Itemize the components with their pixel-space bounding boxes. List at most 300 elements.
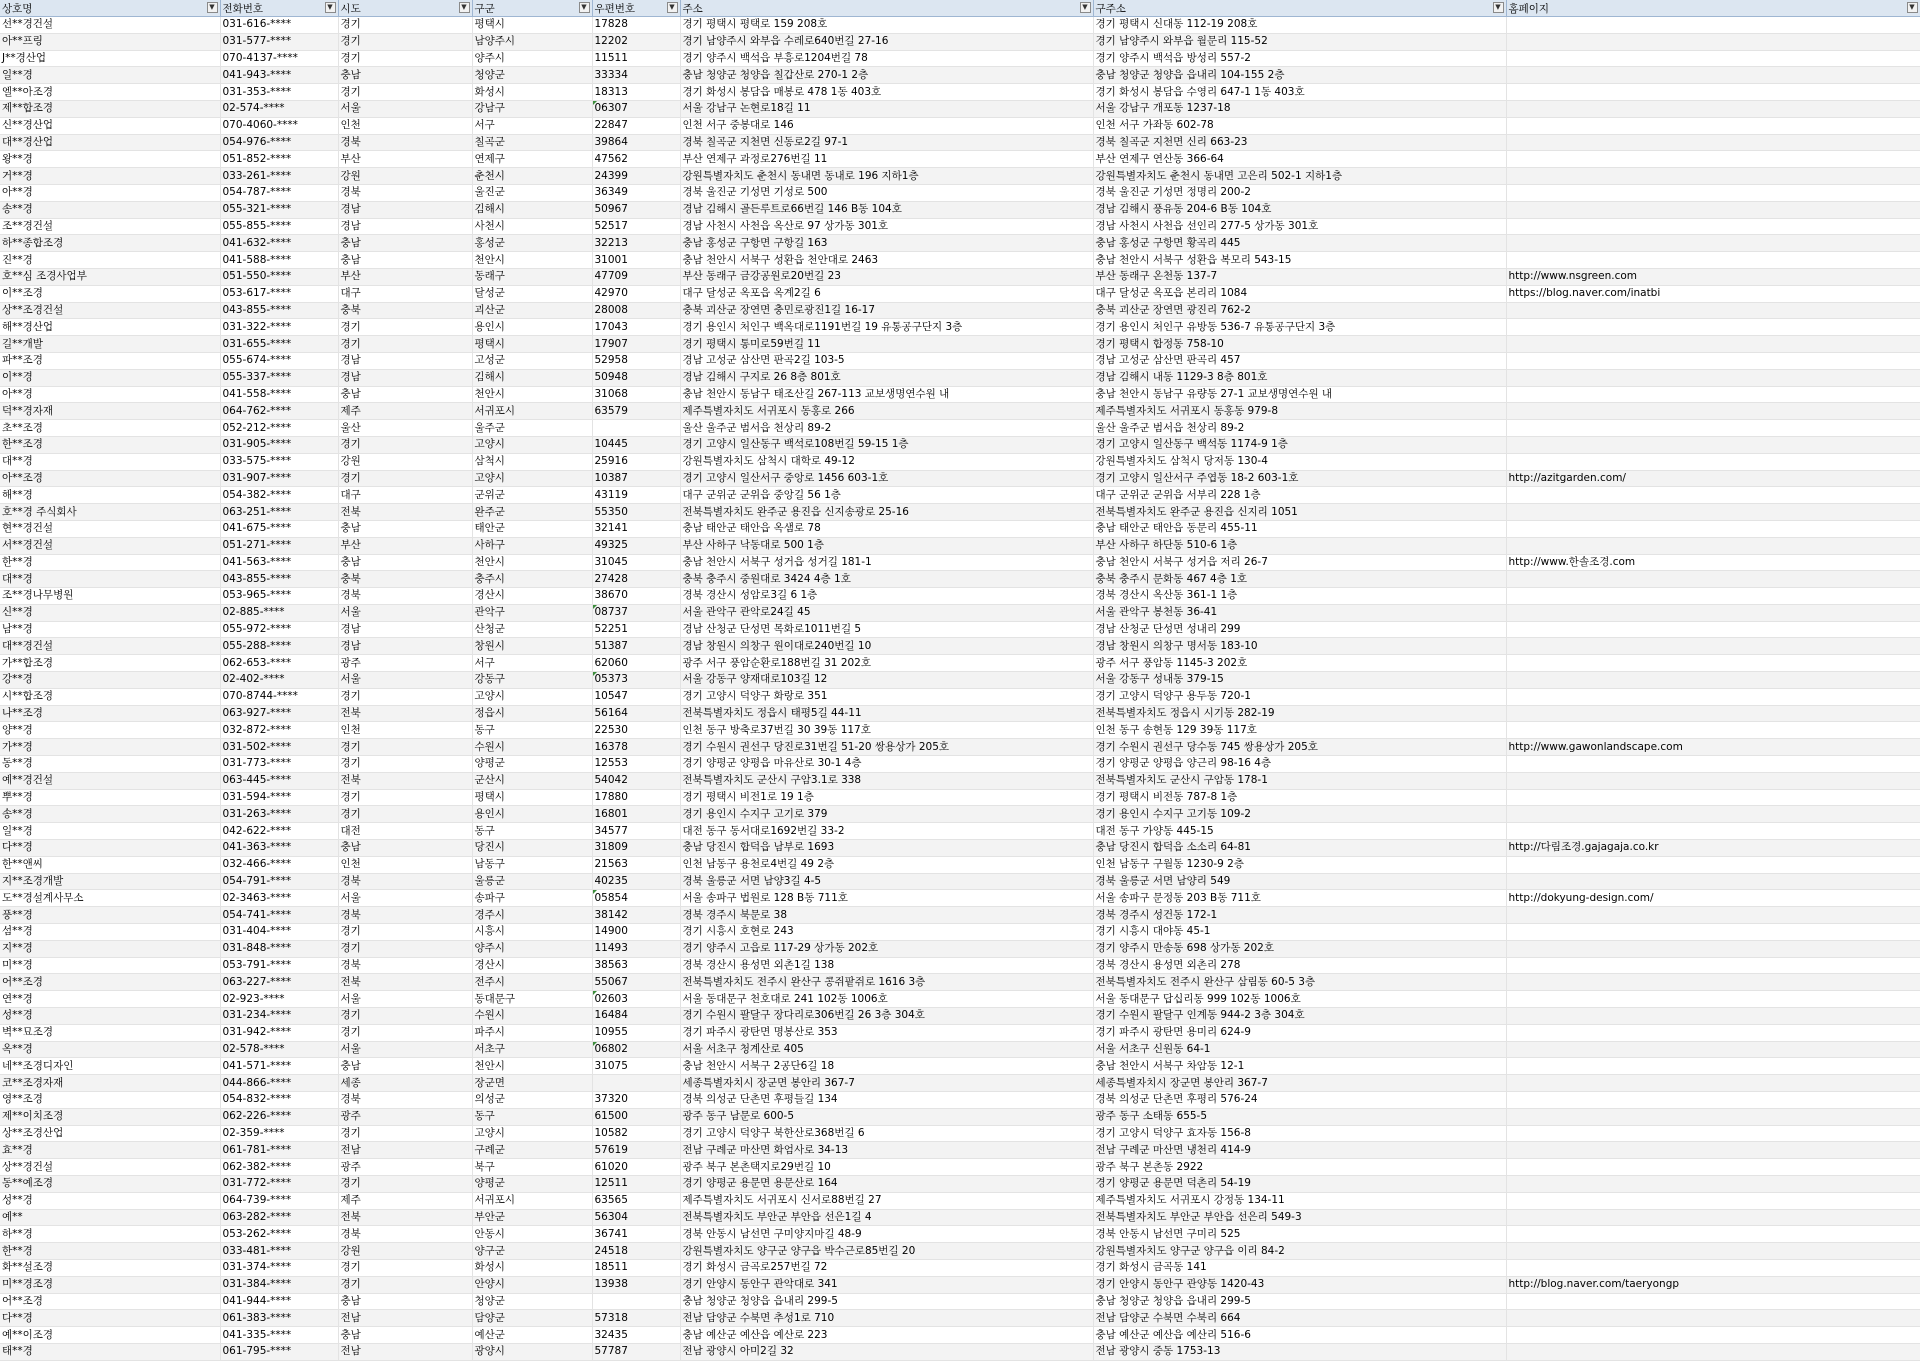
district-cell[interactable]: 동대문구 (472, 991, 592, 1008)
postal-code-cell[interactable]: 32141 (592, 520, 680, 537)
filter-dropdown-icon[interactable]: ▼ (459, 2, 470, 13)
table-row[interactable] (0, 218, 1920, 235)
address-cell[interactable]: 제주특별자치도 서귀포시 동홍로 266 (680, 403, 1093, 420)
postal-code-cell[interactable]: 63579 (592, 403, 680, 420)
homepage-cell[interactable]: http://www.gawonlandscape.com (1506, 739, 1920, 756)
district-cell[interactable]: 천안시 (472, 1058, 592, 1075)
homepage-cell[interactable] (1506, 1310, 1920, 1327)
business-name-cell[interactable]: 거**경 (0, 168, 220, 185)
old-address-cell[interactable]: 경기 평택시 비전동 787-8 1층 (1093, 789, 1506, 806)
district-cell[interactable]: 평택시 (472, 17, 592, 34)
table-row[interactable] (0, 302, 1920, 319)
homepage-cell[interactable] (1506, 504, 1920, 521)
postal-code-cell[interactable]: 31001 (592, 252, 680, 269)
homepage-cell[interactable] (1506, 1024, 1920, 1041)
address-cell[interactable]: 경기 양평군 용문면 용문산로 164 (680, 1175, 1093, 1192)
filter-dropdown-icon[interactable]: ▼ (1907, 2, 1918, 13)
district-cell[interactable]: 담양군 (472, 1310, 592, 1327)
province-cell[interactable]: 인천 (338, 856, 472, 873)
header-cell[interactable] (592, 0, 680, 17)
table-row[interactable] (0, 268, 1920, 285)
business-name-cell[interactable]: 하**종합조경 (0, 235, 220, 252)
old-address-cell[interactable]: 전남 광양시 중동 1753-13 (1093, 1343, 1506, 1360)
postal-code-cell[interactable]: 52517 (592, 218, 680, 235)
postal-code-cell[interactable]: 52958 (592, 352, 680, 369)
phone-cell[interactable]: 054-832-**** (220, 1092, 338, 1109)
old-address-cell[interactable]: 충남 홍성군 구항면 황곡리 445 (1093, 235, 1506, 252)
address-cell[interactable]: 대구 달성군 옥포읍 옥계2길 6 (680, 285, 1093, 302)
province-cell[interactable]: 경기 (338, 1008, 472, 1025)
province-cell[interactable]: 충남 (338, 386, 472, 403)
phone-cell[interactable]: 041-571-**** (220, 1058, 338, 1075)
address-cell[interactable]: 경기 평택시 평택로 159 208호 (680, 17, 1093, 34)
postal-code-cell[interactable]: 32213 (592, 235, 680, 252)
table-row[interactable] (0, 336, 1920, 353)
business-name-cell[interactable]: 파**조경 (0, 352, 220, 369)
phone-cell[interactable]: 062-653-**** (220, 655, 338, 672)
phone-cell[interactable]: 053-617-**** (220, 285, 338, 302)
homepage-cell[interactable] (1506, 907, 1920, 924)
business-name-cell[interactable]: 뿌**경 (0, 789, 220, 806)
homepage-cell[interactable] (1506, 117, 1920, 134)
old-address-cell[interactable]: 울산 울주군 범서읍 천상리 89-2 (1093, 420, 1506, 437)
postal-code-cell[interactable]: 39864 (592, 134, 680, 151)
homepage-cell[interactable] (1506, 1159, 1920, 1176)
business-name-cell[interactable]: 호**경 주식회사 (0, 504, 220, 521)
postal-code-cell[interactable]: 25916 (592, 453, 680, 470)
old-address-cell[interactable]: 경남 고성군 삼산면 판곡리 457 (1093, 352, 1506, 369)
district-cell[interactable]: 달성군 (472, 285, 592, 302)
district-cell[interactable]: 천안시 (472, 386, 592, 403)
phone-cell[interactable]: 031-772-**** (220, 1175, 338, 1192)
homepage-cell[interactable] (1506, 487, 1920, 504)
business-name-cell[interactable]: 예**이조경 (0, 1327, 220, 1344)
business-name-cell[interactable]: 덕**경자재 (0, 403, 220, 420)
table-row[interactable] (0, 840, 1920, 857)
address-cell[interactable]: 충남 예산군 예산읍 예산로 223 (680, 1327, 1093, 1344)
table-row[interactable] (0, 1226, 1920, 1243)
homepage-cell[interactable] (1506, 1075, 1920, 1092)
province-cell[interactable]: 충남 (338, 1058, 472, 1075)
address-cell[interactable]: 강원특별자치도 춘천시 동내면 동내로 196 지하1층 (680, 168, 1093, 185)
district-cell[interactable]: 고성군 (472, 352, 592, 369)
business-name-cell[interactable]: 한**조경 (0, 436, 220, 453)
district-cell[interactable]: 강남구 (472, 100, 592, 117)
address-cell[interactable]: 충남 홍성군 구항면 구항길 163 (680, 235, 1093, 252)
province-cell[interactable]: 전북 (338, 1209, 472, 1226)
district-cell[interactable]: 완주군 (472, 504, 592, 521)
business-name-cell[interactable]: 가**경 (0, 739, 220, 756)
business-name-cell[interactable]: 조**경나무병원 (0, 588, 220, 605)
table-row[interactable] (0, 1041, 1920, 1058)
postal-code-cell[interactable]: 08737 (592, 604, 680, 621)
table-row[interactable] (0, 1343, 1920, 1360)
postal-code-cell[interactable]: 31068 (592, 386, 680, 403)
old-address-cell[interactable]: 경기 양평군 양평읍 양근리 98-16 4층 (1093, 756, 1506, 773)
business-name-cell[interactable]: 벽**묘조경 (0, 1024, 220, 1041)
address-cell[interactable]: 경기 고양시 덕양구 북한산로368번길 6 (680, 1125, 1093, 1142)
district-cell[interactable]: 평택시 (472, 789, 592, 806)
header-cell[interactable] (472, 0, 592, 17)
phone-cell[interactable]: 031-384-**** (220, 1276, 338, 1293)
address-cell[interactable]: 충남 천안시 서북구 성환읍 천안대로 2463 (680, 252, 1093, 269)
province-cell[interactable]: 충남 (338, 1327, 472, 1344)
old-address-cell[interactable]: 경기 남양주시 와부읍 월문리 115-52 (1093, 33, 1506, 50)
table-row[interactable] (0, 184, 1920, 201)
table-row[interactable] (0, 1276, 1920, 1293)
postal-code-cell[interactable]: 50948 (592, 369, 680, 386)
header-cell[interactable] (1506, 0, 1920, 17)
postal-code-cell[interactable]: 28008 (592, 302, 680, 319)
phone-cell[interactable]: 02-359-**** (220, 1125, 338, 1142)
old-address-cell[interactable]: 경북 울릉군 서면 남양리 549 (1093, 873, 1506, 890)
business-name-cell[interactable]: 가**합조경 (0, 655, 220, 672)
district-cell[interactable]: 용인시 (472, 319, 592, 336)
business-name-cell[interactable]: 이**조경 (0, 285, 220, 302)
business-name-cell[interactable]: 아**경 (0, 386, 220, 403)
homepage-cell[interactable] (1506, 537, 1920, 554)
homepage-cell[interactable] (1506, 168, 1920, 185)
phone-cell[interactable]: 033-261-**** (220, 168, 338, 185)
homepage-cell[interactable] (1506, 134, 1920, 151)
homepage-cell[interactable] (1506, 100, 1920, 117)
business-name-cell[interactable]: 상**경건설 (0, 1159, 220, 1176)
phone-cell[interactable]: 041-335-**** (220, 1327, 338, 1344)
header-cell[interactable] (338, 0, 472, 17)
province-cell[interactable]: 경북 (338, 873, 472, 890)
old-address-cell[interactable]: 광주 동구 소태동 655-5 (1093, 1108, 1506, 1125)
province-cell[interactable]: 전북 (338, 974, 472, 991)
homepage-cell[interactable] (1506, 336, 1920, 353)
address-cell[interactable]: 서울 강동구 양재대로103길 12 (680, 672, 1093, 689)
homepage-cell[interactable] (1506, 1243, 1920, 1260)
address-cell[interactable]: 울산 울주군 범서읍 천상리 89-2 (680, 420, 1093, 437)
postal-code-cell[interactable]: 55067 (592, 974, 680, 991)
district-cell[interactable]: 남동구 (472, 856, 592, 873)
old-address-cell[interactable]: 제주특별자치도 서귀포시 강정동 134-11 (1093, 1192, 1506, 1209)
table-row[interactable] (0, 520, 1920, 537)
postal-code-cell[interactable]: 31045 (592, 554, 680, 571)
business-name-cell[interactable]: 이**경 (0, 369, 220, 386)
address-cell[interactable]: 경북 울릉군 서면 남양3길 4-5 (680, 873, 1093, 890)
district-cell[interactable]: 동구 (472, 823, 592, 840)
phone-cell[interactable]: 053-791-**** (220, 957, 338, 974)
address-cell[interactable]: 대전 동구 동서대로1692번길 33-2 (680, 823, 1093, 840)
business-name-cell[interactable]: 아**경 (0, 184, 220, 201)
table-row[interactable] (0, 352, 1920, 369)
old-address-cell[interactable]: 전남 담양군 수북면 수북리 664 (1093, 1310, 1506, 1327)
business-name-cell[interactable]: 지**조경개발 (0, 873, 220, 890)
district-cell[interactable]: 광양시 (472, 1343, 592, 1360)
table-row[interactable] (0, 50, 1920, 67)
table-row[interactable] (0, 470, 1920, 487)
table-row[interactable] (0, 100, 1920, 117)
business-name-cell[interactable]: 상**조경건설 (0, 302, 220, 319)
province-cell[interactable]: 충남 (338, 252, 472, 269)
table-row[interactable] (0, 403, 1920, 420)
postal-code-cell[interactable]: 56304 (592, 1209, 680, 1226)
table-row[interactable] (0, 924, 1920, 941)
homepage-cell[interactable] (1506, 302, 1920, 319)
address-cell[interactable]: 인천 서구 중봉대로 146 (680, 117, 1093, 134)
business-name-cell[interactable]: 초**조경 (0, 420, 220, 437)
phone-cell[interactable]: 033-481-**** (220, 1243, 338, 1260)
postal-code-cell[interactable] (592, 420, 680, 437)
table-row[interactable] (0, 1243, 1920, 1260)
old-address-cell[interactable]: 충남 청양군 청양읍 읍내리 104-155 2층 (1093, 67, 1506, 84)
homepage-cell[interactable] (1506, 1209, 1920, 1226)
province-cell[interactable]: 충북 (338, 571, 472, 588)
province-cell[interactable]: 광주 (338, 1108, 472, 1125)
postal-code-cell[interactable]: 56164 (592, 705, 680, 722)
province-cell[interactable]: 경북 (338, 1226, 472, 1243)
postal-code-cell[interactable] (592, 1293, 680, 1310)
table-row[interactable] (0, 655, 1920, 672)
table-row[interactable] (0, 1075, 1920, 1092)
postal-code-cell[interactable]: 62060 (592, 655, 680, 672)
address-cell[interactable]: 경남 김해시 구지로 26 8층 801호 (680, 369, 1093, 386)
homepage-cell[interactable] (1506, 924, 1920, 941)
homepage-cell[interactable] (1506, 218, 1920, 235)
district-cell[interactable]: 서귀포시 (472, 403, 592, 420)
table-row[interactable] (0, 537, 1920, 554)
district-cell[interactable]: 고양시 (472, 470, 592, 487)
district-cell[interactable]: 군산시 (472, 772, 592, 789)
address-cell[interactable]: 서울 관악구 관악로24길 45 (680, 604, 1093, 621)
district-cell[interactable]: 청양군 (472, 1293, 592, 1310)
province-cell[interactable]: 경기 (338, 756, 472, 773)
homepage-cell[interactable]: http://다림조경.gajagaja.co.kr (1506, 840, 1920, 857)
phone-cell[interactable]: 02-923-**** (220, 991, 338, 1008)
address-cell[interactable]: 강원특별자치도 양구군 양구읍 박수근로85번길 20 (680, 1243, 1093, 1260)
postal-code-cell[interactable]: 16484 (592, 1008, 680, 1025)
postal-code-cell[interactable]: 11511 (592, 50, 680, 67)
postal-code-cell[interactable]: 11493 (592, 940, 680, 957)
address-cell[interactable]: 서울 송파구 법원로 128 B동 711호 (680, 890, 1093, 907)
address-cell[interactable]: 충남 천안시 동남구 태조산길 267-113 교보생명연수원 내 (680, 386, 1093, 403)
old-address-cell[interactable]: 경기 용인시 처인구 유방동 536-7 유통공구단지 3층 (1093, 319, 1506, 336)
homepage-cell[interactable]: http://blog.naver.com/taeryongp (1506, 1276, 1920, 1293)
old-address-cell[interactable]: 충남 청양군 청양읍 읍내리 299-5 (1093, 1293, 1506, 1310)
province-cell[interactable]: 전북 (338, 504, 472, 521)
old-address-cell[interactable]: 경북 안동시 남선면 구미리 525 (1093, 1226, 1506, 1243)
district-cell[interactable]: 장군면 (472, 1075, 592, 1092)
address-cell[interactable]: 전북특별자치도 전주시 완산구 콩쥐팥쥐로 1616 3층 (680, 974, 1093, 991)
table-row[interactable] (0, 67, 1920, 84)
old-address-cell[interactable]: 서울 관악구 봉천동 36-41 (1093, 604, 1506, 621)
table-row[interactable] (0, 722, 1920, 739)
homepage-cell[interactable] (1506, 823, 1920, 840)
table-row[interactable] (0, 386, 1920, 403)
province-cell[interactable]: 전남 (338, 1310, 472, 1327)
phone-cell[interactable]: 033-575-**** (220, 453, 338, 470)
old-address-cell[interactable]: 부산 사하구 하단동 510-6 1층 (1093, 537, 1506, 554)
district-cell[interactable]: 양구군 (472, 1243, 592, 1260)
table-row[interactable] (0, 1024, 1920, 1041)
district-cell[interactable]: 안양시 (472, 1276, 592, 1293)
postal-code-cell[interactable]: 24399 (592, 168, 680, 185)
business-name-cell[interactable]: 일**경 (0, 67, 220, 84)
address-cell[interactable]: 경북 칠곡군 지천면 신동로2길 97-1 (680, 134, 1093, 151)
business-name-cell[interactable]: 왕**경 (0, 151, 220, 168)
postal-code-cell[interactable]: 55350 (592, 504, 680, 521)
district-cell[interactable]: 고양시 (472, 1125, 592, 1142)
phone-cell[interactable]: 031-404-**** (220, 924, 338, 941)
province-cell[interactable]: 부산 (338, 151, 472, 168)
postal-code-cell[interactable]: 37320 (592, 1092, 680, 1109)
business-name-cell[interactable]: 연**경 (0, 991, 220, 1008)
table-row[interactable] (0, 571, 1920, 588)
province-cell[interactable]: 인천 (338, 722, 472, 739)
postal-code-cell[interactable]: 49325 (592, 537, 680, 554)
old-address-cell[interactable]: 경북 울진군 기성면 정명리 200-2 (1093, 184, 1506, 201)
old-address-cell[interactable]: 충남 천안시 서북구 성거읍 저리 26-7 (1093, 554, 1506, 571)
table-row[interactable] (0, 604, 1920, 621)
old-address-cell[interactable]: 충북 괴산군 장연면 광진리 762-2 (1093, 302, 1506, 319)
business-name-cell[interactable]: 신**경 (0, 604, 220, 621)
phone-cell[interactable]: 02-574-**** (220, 100, 338, 117)
table-row[interactable] (0, 974, 1920, 991)
phone-cell[interactable]: 055-337-**** (220, 369, 338, 386)
homepage-cell[interactable] (1506, 940, 1920, 957)
province-cell[interactable]: 경기 (338, 84, 472, 101)
homepage-cell[interactable] (1506, 806, 1920, 823)
business-name-cell[interactable]: 옥**경 (0, 1041, 220, 1058)
province-cell[interactable]: 충남 (338, 520, 472, 537)
phone-cell[interactable]: 02-885-**** (220, 604, 338, 621)
homepage-cell[interactable] (1506, 17, 1920, 34)
postal-code-cell[interactable]: 42970 (592, 285, 680, 302)
business-name-cell[interactable]: 한**경 (0, 554, 220, 571)
district-cell[interactable]: 괴산군 (472, 302, 592, 319)
homepage-cell[interactable] (1506, 319, 1920, 336)
phone-cell[interactable]: 031-353-**** (220, 84, 338, 101)
postal-code-cell[interactable]: 38670 (592, 588, 680, 605)
district-cell[interactable]: 북구 (472, 1159, 592, 1176)
business-name-cell[interactable]: 하**경 (0, 1226, 220, 1243)
phone-cell[interactable]: 051-852-**** (220, 151, 338, 168)
address-cell[interactable]: 경기 고양시 덕양구 화랑로 351 (680, 688, 1093, 705)
district-cell[interactable]: 수원시 (472, 739, 592, 756)
phone-cell[interactable]: 031-322-**** (220, 319, 338, 336)
phone-cell[interactable]: 031-905-**** (220, 436, 338, 453)
address-cell[interactable]: 전남 광양시 아미2길 32 (680, 1343, 1093, 1360)
old-address-cell[interactable]: 경남 창원시 의창구 명서동 183-10 (1093, 638, 1506, 655)
phone-cell[interactable]: 054-791-**** (220, 873, 338, 890)
table-row[interactable] (0, 823, 1920, 840)
province-cell[interactable]: 경북 (338, 134, 472, 151)
postal-code-cell[interactable]: 18511 (592, 1259, 680, 1276)
table-row[interactable] (0, 772, 1920, 789)
address-cell[interactable]: 서울 서초구 청계산로 405 (680, 1041, 1093, 1058)
table-row[interactable] (0, 17, 1920, 34)
province-cell[interactable]: 제주 (338, 403, 472, 420)
phone-cell[interactable]: 043-855-**** (220, 302, 338, 319)
business-name-cell[interactable]: 태**경 (0, 1343, 220, 1360)
old-address-cell[interactable]: 경기 화성시 금곡동 141 (1093, 1259, 1506, 1276)
postal-code-cell[interactable]: 57619 (592, 1142, 680, 1159)
business-name-cell[interactable]: 동**예조경 (0, 1175, 220, 1192)
old-address-cell[interactable]: 경기 양주시 만송동 698 상가동 202호 (1093, 940, 1506, 957)
district-cell[interactable]: 칠곡군 (472, 134, 592, 151)
district-cell[interactable]: 경주시 (472, 907, 592, 924)
postal-code-cell[interactable]: 63565 (592, 1192, 680, 1209)
phone-cell[interactable]: 041-944-**** (220, 1293, 338, 1310)
province-cell[interactable]: 경기 (338, 1125, 472, 1142)
district-cell[interactable]: 김해시 (472, 369, 592, 386)
old-address-cell[interactable]: 서울 강남구 개포동 1237-18 (1093, 100, 1506, 117)
district-cell[interactable]: 산청군 (472, 621, 592, 638)
district-cell[interactable]: 서구 (472, 655, 592, 672)
old-address-cell[interactable]: 전북특별자치도 군산시 구암동 178-1 (1093, 772, 1506, 789)
province-cell[interactable]: 대구 (338, 285, 472, 302)
province-cell[interactable]: 대구 (338, 487, 472, 504)
province-cell[interactable]: 전북 (338, 705, 472, 722)
address-cell[interactable]: 충남 천안시 서북구 2공단6길 18 (680, 1058, 1093, 1075)
province-cell[interactable]: 경북 (338, 588, 472, 605)
province-cell[interactable]: 경북 (338, 957, 472, 974)
phone-cell[interactable]: 062-226-**** (220, 1108, 338, 1125)
phone-cell[interactable]: 062-382-**** (220, 1159, 338, 1176)
homepage-cell[interactable] (1506, 520, 1920, 537)
district-cell[interactable]: 양평군 (472, 756, 592, 773)
business-name-cell[interactable]: 미**경 (0, 957, 220, 974)
table-row[interactable] (0, 1192, 1920, 1209)
homepage-cell[interactable] (1506, 1293, 1920, 1310)
old-address-cell[interactable]: 경기 고양시 덕양구 용두동 720-1 (1093, 688, 1506, 705)
business-name-cell[interactable]: 대**경 (0, 453, 220, 470)
business-name-cell[interactable]: 섬**경 (0, 924, 220, 941)
homepage-cell[interactable] (1506, 453, 1920, 470)
table-row[interactable] (0, 688, 1920, 705)
province-cell[interactable]: 경북 (338, 1092, 472, 1109)
district-cell[interactable]: 춘천시 (472, 168, 592, 185)
homepage-cell[interactable] (1506, 1125, 1920, 1142)
business-name-cell[interactable]: 신**경산업 (0, 117, 220, 134)
postal-code-cell[interactable]: 36741 (592, 1226, 680, 1243)
district-cell[interactable]: 천안시 (472, 554, 592, 571)
phone-cell[interactable]: 054-382-**** (220, 487, 338, 504)
address-cell[interactable]: 부산 연제구 과정로276번길 11 (680, 151, 1093, 168)
province-cell[interactable]: 경기 (338, 739, 472, 756)
table-row[interactable] (0, 1008, 1920, 1025)
province-cell[interactable]: 서울 (338, 604, 472, 621)
old-address-cell[interactable]: 경기 시흥시 대야동 45-1 (1093, 924, 1506, 941)
old-address-cell[interactable]: 인천 남동구 구월동 1230-9 2층 (1093, 856, 1506, 873)
phone-cell[interactable]: 063-251-**** (220, 504, 338, 521)
business-name-cell[interactable]: 조**경건설 (0, 218, 220, 235)
table-row[interactable] (0, 84, 1920, 101)
address-cell[interactable]: 전북특별자치도 완주군 용진읍 신지송광로 25-16 (680, 504, 1093, 521)
address-cell[interactable]: 부산 동래구 금강공원로20번길 23 (680, 268, 1093, 285)
district-cell[interactable]: 파주시 (472, 1024, 592, 1041)
business-name-cell[interactable]: 시**합조경 (0, 688, 220, 705)
province-cell[interactable]: 강원 (338, 453, 472, 470)
homepage-cell[interactable] (1506, 436, 1920, 453)
postal-code-cell[interactable]: 61500 (592, 1108, 680, 1125)
postal-code-cell[interactable]: 12511 (592, 1175, 680, 1192)
phone-cell[interactable]: 031-907-**** (220, 470, 338, 487)
homepage-cell[interactable] (1506, 369, 1920, 386)
address-cell[interactable]: 충남 태안군 태안읍 옥샘로 78 (680, 520, 1093, 537)
table-row[interactable] (0, 1108, 1920, 1125)
phone-cell[interactable]: 054-976-**** (220, 134, 338, 151)
filter-dropdown-icon[interactable]: ▼ (1493, 2, 1504, 13)
province-cell[interactable]: 강원 (338, 1243, 472, 1260)
postal-code-cell[interactable]: 32435 (592, 1327, 680, 1344)
district-cell[interactable]: 당진시 (472, 840, 592, 857)
postal-code-cell[interactable]: 22530 (592, 722, 680, 739)
